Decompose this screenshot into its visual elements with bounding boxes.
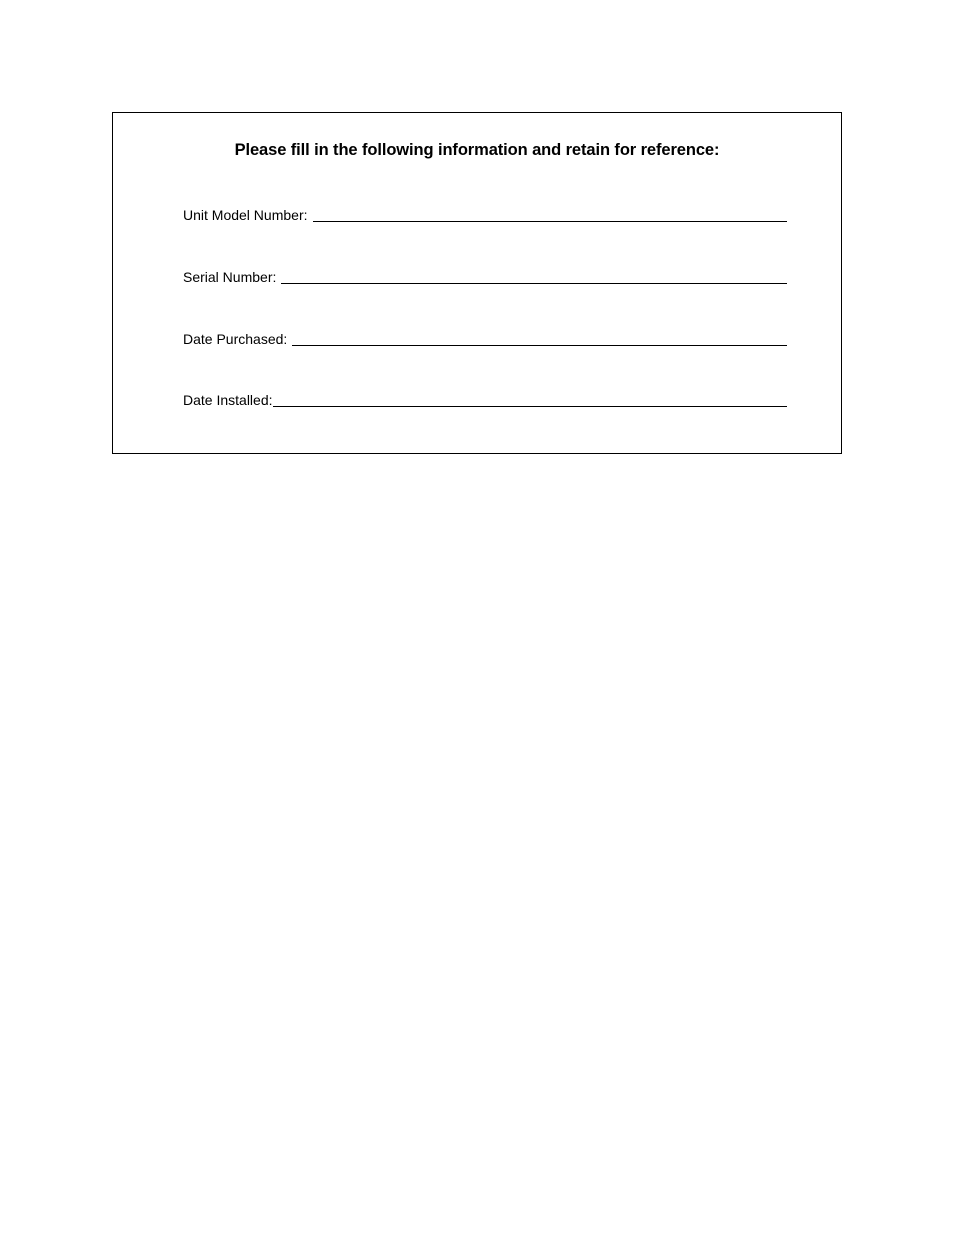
field-unit-model-number [183, 203, 787, 223]
fill-in-line[interactable] [313, 221, 788, 222]
fill-in-line[interactable] [273, 406, 788, 407]
field-label: Unit Model Number: [183, 207, 308, 223]
field-date-installed [183, 388, 787, 408]
form-title: Please fill in the following information and retain for reference: [234, 141, 720, 159]
reference-info-box [112, 112, 842, 454]
field-label: Date Purchased: [183, 331, 288, 347]
field-date-purchased [183, 327, 787, 347]
field-serial-number [183, 265, 787, 285]
field-label: Serial Number: [183, 269, 277, 285]
fill-in-line[interactable] [292, 345, 787, 346]
field-label: Date Installed: [183, 392, 273, 408]
fill-in-line[interactable] [281, 283, 787, 284]
